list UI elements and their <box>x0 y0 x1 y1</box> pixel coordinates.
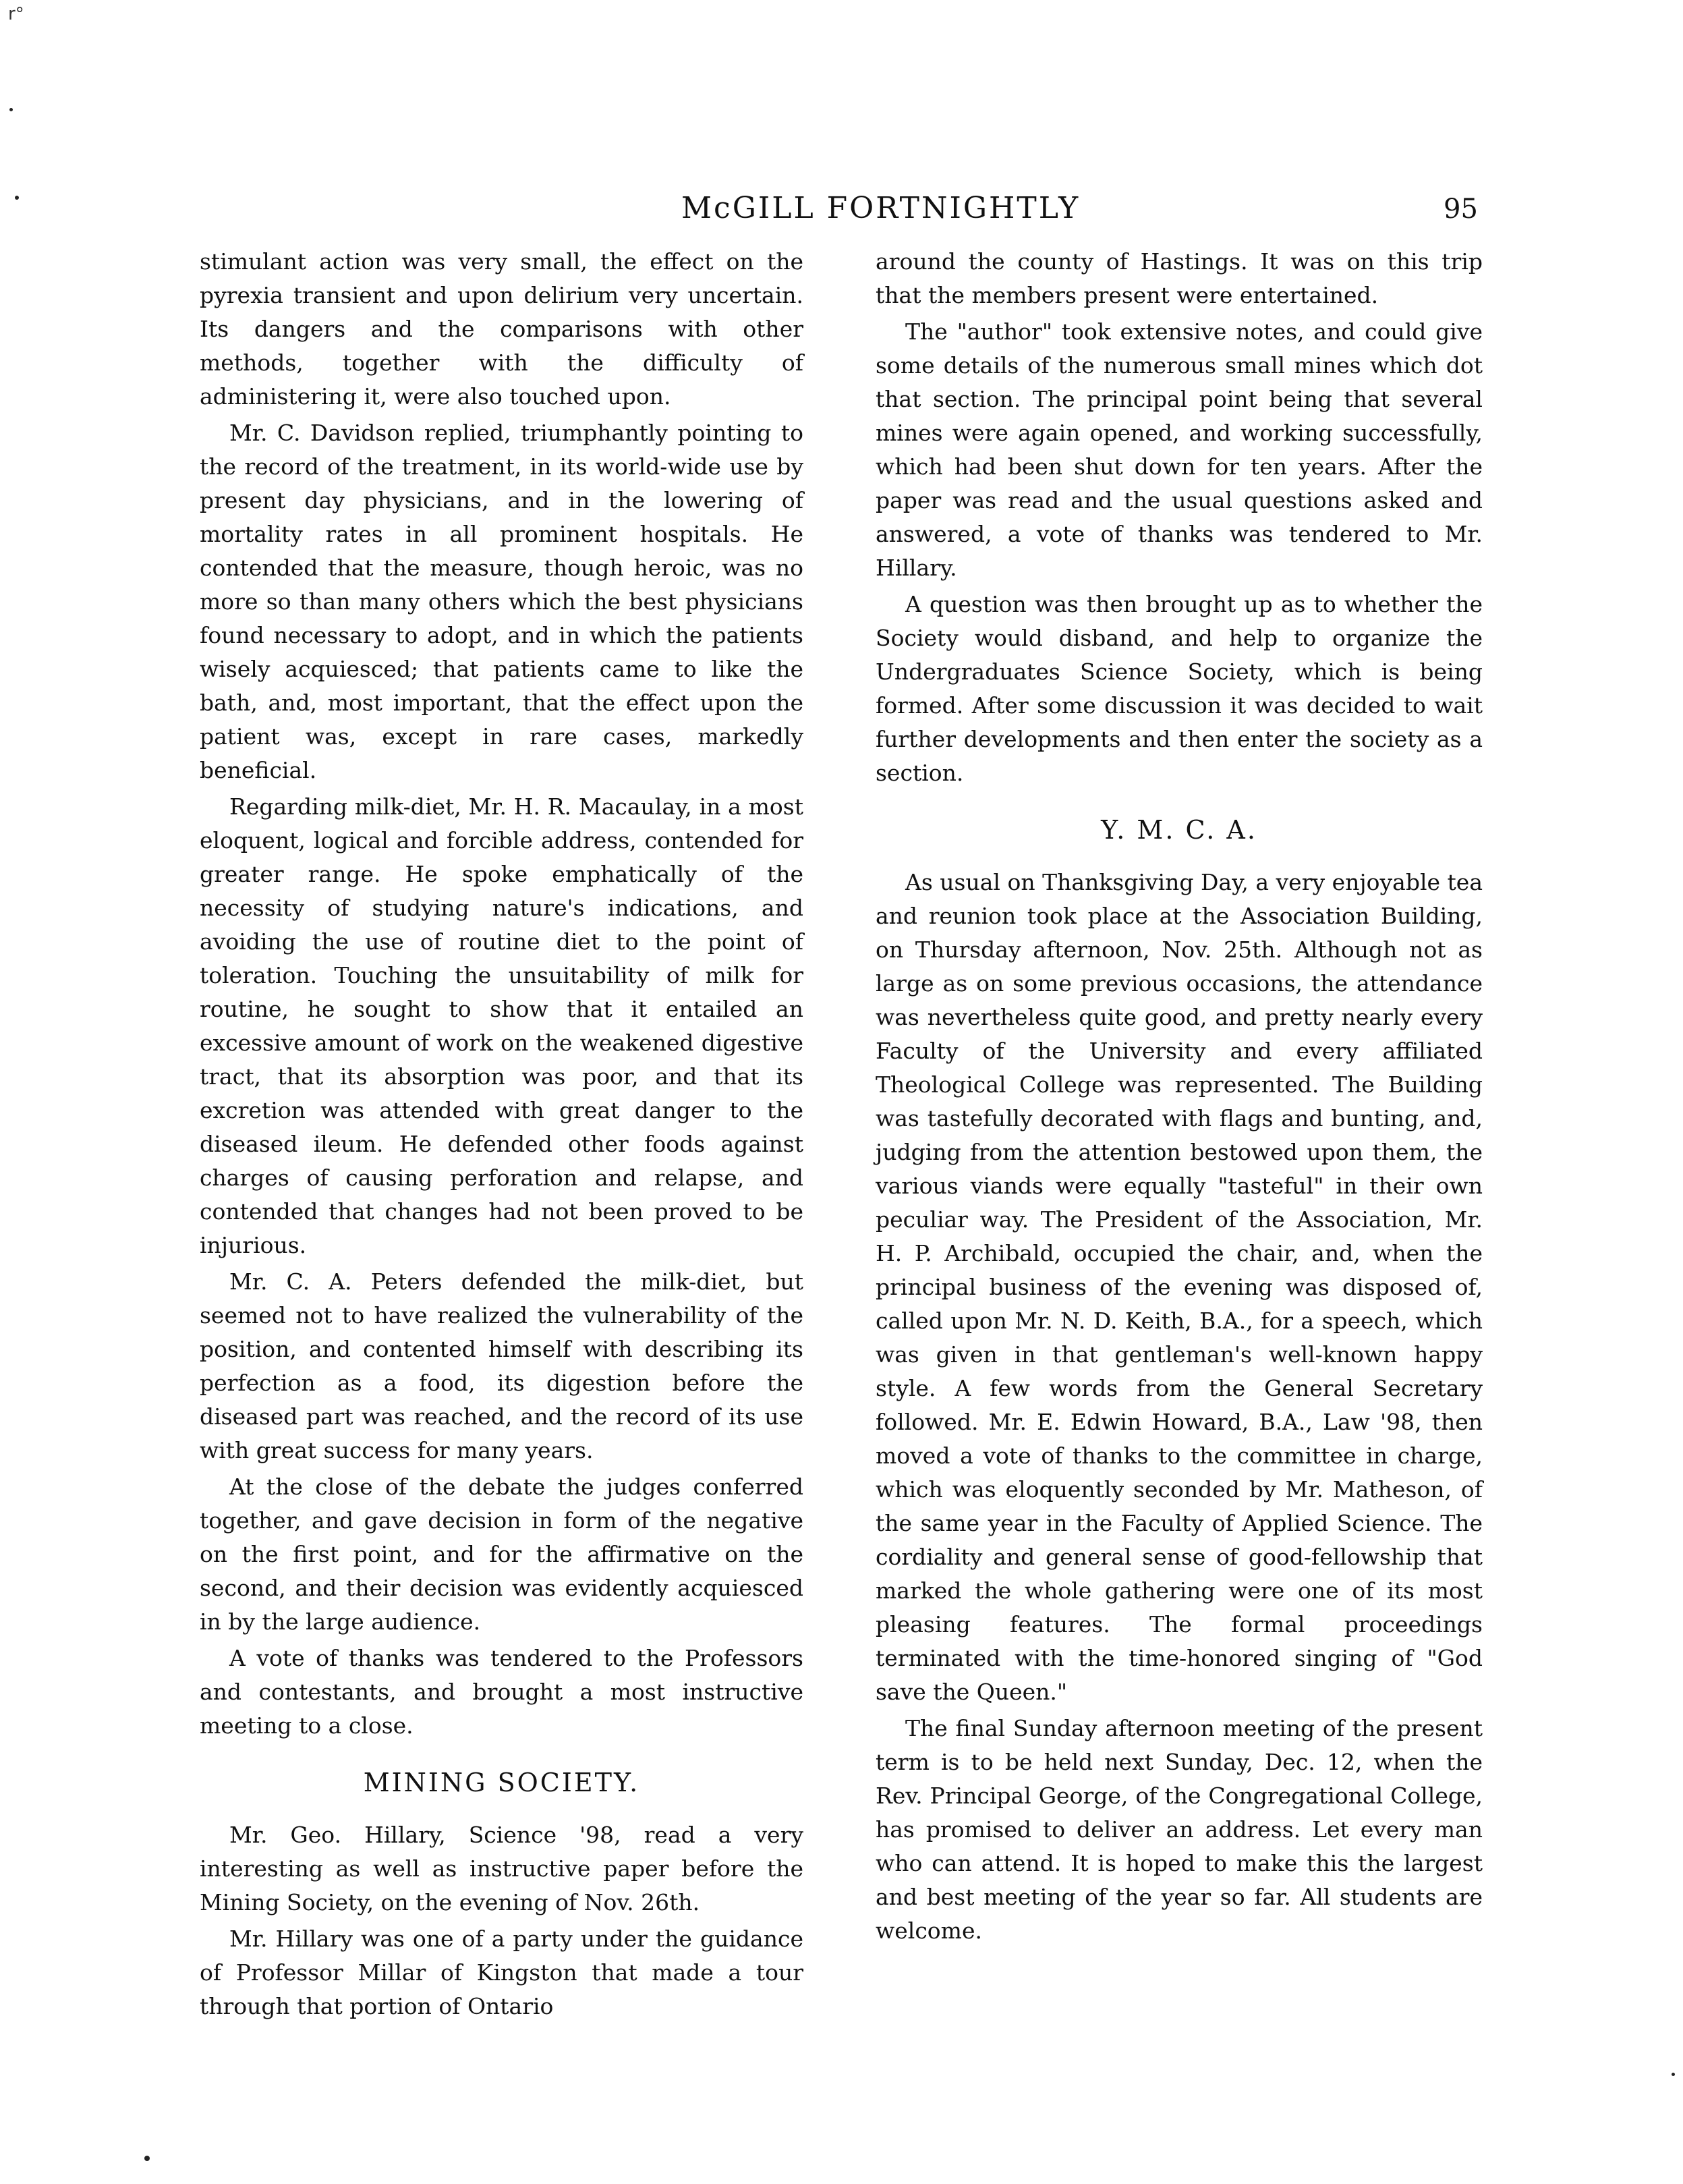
paragraph: At the close of the debate the judges conferred together, and gave decision in form of the negative on the first point, and for the affirmative on the second, and their decision was evidently acquiesced in by the large audience. <box>200 1474 803 1635</box>
paragraph: The "author" took extensive notes, and could give some details of the numerous small mines which dot that section. The principal point being that several mines were again opened, and working successfully, which had been shut down for ten years. After the paper was read and the usual questions asked and answered, a vote of thanks was tendered to Mr. Hillary. <box>876 318 1483 581</box>
corner-mark: r° <box>8 4 24 24</box>
mining-society-heading: MINING SOCIETY. <box>363 1768 640 1797</box>
paragraph: stimulant action was very small, the effect on the pyrexia transient and upon delirium very uncertain. Its dangers and the comparisons with other methods, together with the difficulty of administering it, were also touched upon. <box>200 248 803 410</box>
paragraph: Mr. C. A. Peters defended the milk-diet, but seemed not to have realized the vulnerability of the position, and contented himself with describing its perfection as a food, its digestion before the diseased part was reached, and the record of its use with great success for many years. <box>200 1268 803 1463</box>
page-header <box>0 191 1683 231</box>
paragraph: Mr. Hillary was one of a party under the guidance of Professor Millar of Kingston that made a tour through that portion of Ontario <box>200 1926 803 2019</box>
margin-speck <box>1672 2073 1675 2076</box>
paragraph: around the county of Hastings. It was on this trip that the members present were entertained. <box>876 248 1483 308</box>
paragraph: A question was then brought up as to whether the Society would disband, and help to organize the Undergraduates Science Society, which is being formed. After some discussion it was decided to wait further developments and then enter the society as a section. <box>876 591 1483 786</box>
right-column <box>876 245 1483 1951</box>
paragraph: As usual on Thanksgiving Day, a very enjoyable tea and reunion took place at the Association Building, on Thursday afternoon, Nov. 25th. Although not as large as on some previous occasions, the attendance was nevertheless quite good, and pretty nearly every Faculty of the University and every affiliated Theological College was represented. The Building was tastefully decorated with flags and bunting, and, judging from the attention bestowed upon them, the various viands were equally "tasteful" in their own peculiar way. The President of the Association, Mr. H. P. Archibald, occupied the chair, and, when the principal business of the evening was disposed of, called upon Mr. N. D. Keith, B.A., for a speech, which was given in that gentleman's well-known happy style. A few words from the General Secretary followed. Mr. E. Edwin Howard, B.A., Law '98, then moved a vote of thanks to the committee in charge, which was eloquently seconded by Mr. Matheson, of the same year in the Faculty of Applied Science. The cordiality and general sense of good-fellowship that marked the whole gathering were one of its most pleasing features. The formal proceedings terminated with the time-honored singing of "God save the Queen." <box>876 869 1483 1705</box>
paragraph: Mr. Geo. Hillary, Science '98, read a very interesting as well as instructive paper before the Mining Society, on the evening of Nov. 26th. <box>200 1822 803 1915</box>
paragraph: Mr. C. Davidson replied, triumphantly pointing to the record of the treatment, in its world-wide use by present day physicians, and in the lowering of mortality rates in all prominent hospitals. He contended that the measure, though heroic, was no more so than many others which the best physicians found necessary to adopt, and in which the patients wisely acquiesced; that patients came to like the bath, and, most important, that the effect upon the patient was, except in rare cases, markedly beneficial. <box>200 420 803 783</box>
paragraph: The final Sunday afternoon meeting of the present term is to be held next Sunday, Dec. 12, when the Rev. Principal George, of the Congregational College, has promised to deliver an address. Let every man who can attend. It is hoped to make this the largest and best meeting of the year so far. All students are welcome. <box>876 1715 1483 1944</box>
paragraph: A vote of thanks was tendered to the Professors and contestants, and brought a most instructive meeting to a close. <box>200 1645 803 1739</box>
running-title: McGILL FORTNIGHTLY <box>681 191 1081 225</box>
margin-speck <box>9 108 13 111</box>
left-column <box>200 245 803 2026</box>
paragraph: Regarding milk-diet, Mr. H. R. Macaulay, in a most eloquent, logical and forcible address, contended for greater range. He spoke emphatically of the necessity of studying nature's indications, and avoiding the use of routine diet to the point of toleration. Touching the unsuitability of milk for routine, he sought to show that it entailed an excessive amount of work on the weakened digestive tract, that its absorption was poor, and that its excretion was attended with great danger to the diseased ileum. He defended other foods against charges of causing perforation and relapse, and contended that changes had not been proved to be injurious. <box>200 793 803 1258</box>
ymca-heading: Y. M. C. A. <box>1101 815 1257 845</box>
page-number: 95 <box>1444 194 1478 225</box>
margin-speck <box>144 2156 150 2161</box>
